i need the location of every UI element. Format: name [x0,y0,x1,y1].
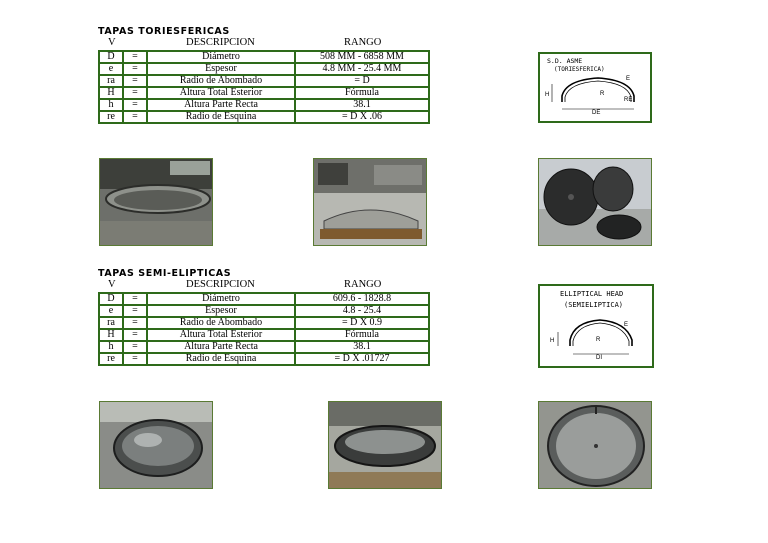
cell-variable: D [99,51,123,63]
cell-range: 38.1 [295,99,429,111]
toriesferica-diagram [538,52,652,123]
cell-range: = D X 0.9 [295,317,429,329]
photo-toriesferica-head-2 [313,158,427,246]
table-row [99,305,429,317]
cell-variable: ra [99,75,123,87]
cell-variable: re [99,353,123,365]
cell-range: = D X .01727 [295,353,429,365]
cell-range: Fórmula [295,329,429,341]
cell-description: Altura Total Esterior [147,329,295,341]
cell-equals: = [123,87,147,99]
cell-equals: = [123,75,147,87]
cell-description: Radio de Abombado [147,317,295,329]
cell-variable: H [99,329,123,341]
table-row [99,75,429,87]
photo-elliptical-head-1 [99,401,213,489]
header-rango: RANGO [344,279,382,290]
cell-variable: D [99,293,123,305]
photo-elliptical-head-3 [538,401,652,489]
header-rango: RANGO [344,37,382,48]
spec-table-toriesfericas [98,50,430,124]
cell-variable: re [99,111,123,123]
diagram-caption-line1: ELLIPTICAL HEAD [560,290,624,298]
semieliptica-diagram [538,284,654,368]
table-row [99,293,429,305]
table-row [99,353,429,365]
cell-equals: = [123,317,147,329]
cell-description: Radio de Abombado [147,75,295,87]
header-descripcion: DESCRIPCION [186,279,255,290]
cell-range: 38.1 [295,341,429,353]
photo-elliptical-head-2 [328,401,442,489]
diagram-label-h: H [550,338,555,344]
diagram-label-e: E [626,76,631,82]
cell-variable: e [99,305,123,317]
photo-toriesferica-head-1 [99,158,213,246]
section-title-semi-elipticas: TAPAS SEMI-ELIPTICAS [98,268,232,279]
cell-description: Diámetro [147,51,295,63]
cell-equals: = [123,99,147,111]
cell-description: Radio de Esquina [147,111,295,123]
table-row [99,111,429,123]
diagram-label-d: DE [592,110,601,116]
cell-description: Altura Parte Recta [147,99,295,111]
cell-variable: ra [99,317,123,329]
diagram-label-r: R [596,337,601,343]
diagram-caption-line2: (TORIESFERICA) [554,66,605,73]
spec-table-semi-elipticas [98,292,430,366]
table-row [99,341,429,353]
photo-toriesferica-heads-stack [538,158,652,246]
cell-equals: = [123,305,147,317]
table-row [99,329,429,341]
diagram-label-r: R [600,91,605,97]
cell-equals: = [123,293,147,305]
diagram-label-e: E [624,322,629,328]
cell-description: Radio de Esquina [147,353,295,365]
header-descripcion: DESCRIPCION [186,37,255,48]
cell-range: 508 MM - 6858 MM [295,51,429,63]
diagram-caption-line2: (SEMIELIPTICA) [564,301,624,309]
header-v: V [108,37,116,48]
cell-variable: h [99,341,123,353]
diagram-caption-line1: S.D. ASME [547,57,583,65]
cell-equals: = [123,51,147,63]
cell-description: Espesor [147,305,295,317]
cell-range: 4.8 - 25.4 [295,305,429,317]
section-title-toriesfericas: TAPAS TORIESFERICAS [98,26,230,37]
cell-equals: = [123,353,147,365]
cell-range: 609.6 - 1828.8 [295,293,429,305]
diagram-label-d: DI [596,355,602,361]
table-row [99,51,429,63]
cell-description: Altura Total Esterior [147,87,295,99]
cell-description: Espesor [147,63,295,75]
table-row [99,317,429,329]
cell-equals: = [123,63,147,75]
cell-description: Altura Parte Recta [147,341,295,353]
cell-range: Fórmula [295,87,429,99]
table-row [99,87,429,99]
cell-equals: = [123,329,147,341]
cell-variable: H [99,87,123,99]
cell-equals: = [123,111,147,123]
cell-range: 4.8 MM - 25.4 MM [295,63,429,75]
header-v: V [108,279,116,290]
diagram-label-re: RE [624,97,633,103]
diagram-label-h: H [545,92,550,98]
cell-variable: h [99,99,123,111]
cell-range: = D [295,75,429,87]
table-row [99,63,429,75]
cell-description: Diámetro [147,293,295,305]
cell-range: = D X .06 [295,111,429,123]
cell-variable: e [99,63,123,75]
table-row [99,99,429,111]
cell-equals: = [123,341,147,353]
